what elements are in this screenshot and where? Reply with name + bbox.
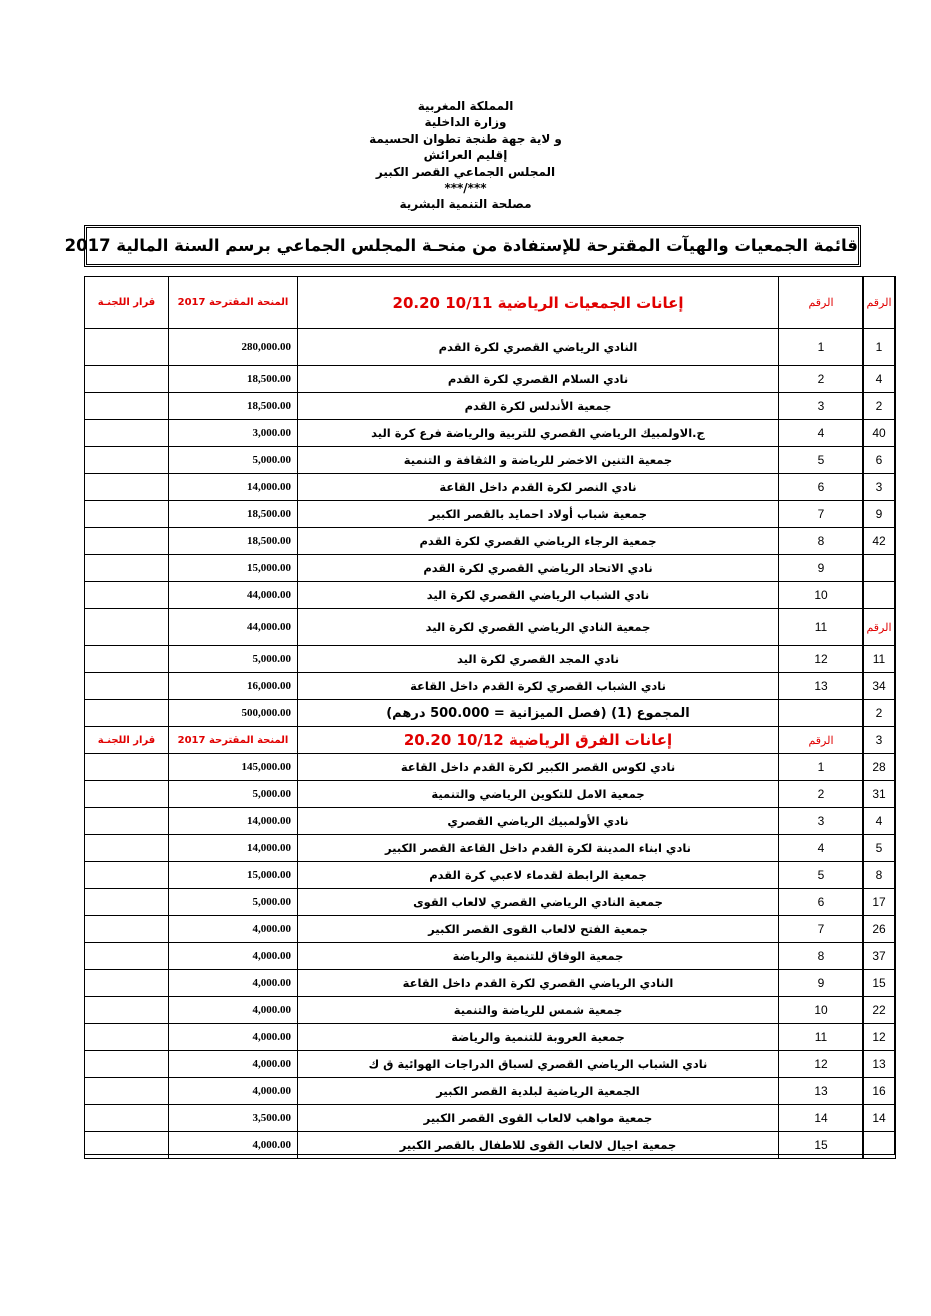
amount-cell: 5,000.00 (169, 781, 298, 808)
side-number: 17 (863, 889, 896, 916)
row-number: 14 (779, 1105, 864, 1132)
decision-cell (85, 1105, 169, 1132)
row-number: 6 (779, 474, 864, 501)
amount-cell: 5,000.00 (169, 646, 298, 673)
amount-cell: 16,000.00 (169, 673, 298, 700)
side-row (863, 609, 896, 646)
side-row (863, 727, 896, 754)
number-column-header: الرقم (779, 277, 864, 329)
association-name: نادي الشباب القصري لكرة القدم داخل القاعة (298, 673, 779, 700)
decision-cell (85, 808, 169, 835)
decision-column-header: قرار اللجنـة (85, 727, 169, 754)
table-row (85, 943, 864, 970)
side-number: 4 (863, 808, 896, 835)
row-number (779, 700, 864, 727)
table-row (85, 862, 864, 889)
side-number: 34 (863, 673, 896, 700)
table-row (85, 916, 864, 943)
side-row (863, 1105, 896, 1132)
total-label: المجموع (1) (فصل الميزانية = 500.000 درهم) (298, 700, 779, 727)
amount-column-header: المنحة المقترحة 2017 (169, 727, 298, 754)
association-name: جمعية شباب أولاد احمايد بالقصر الكبير (298, 501, 779, 528)
table-row (85, 1024, 864, 1051)
side-row (863, 889, 896, 916)
table-row (85, 673, 864, 700)
side-row (863, 1051, 896, 1078)
row-number: 11 (779, 1024, 864, 1051)
association-name: جمعية النادي الرياضي القصري لكرة اليد (298, 609, 779, 646)
amount-cell: 4,000.00 (169, 970, 298, 997)
association-name: نادي الشباب الرياضي القصري لكرة اليد (298, 582, 779, 609)
side-number: الرقم (863, 609, 896, 646)
side-number-body (863, 277, 896, 1159)
side-row (863, 1132, 896, 1159)
side-number: 9 (863, 501, 896, 528)
amount-column-header: المنحة المقترحة 2017 (169, 277, 298, 329)
association-name: جمعية الأندلس لكرة القدم (298, 393, 779, 420)
table-row (85, 835, 864, 862)
side-row (863, 528, 896, 555)
header-line-ministry: وزارة الداخلية (424, 115, 507, 130)
row-number: 7 (779, 916, 864, 943)
side-number: 16 (863, 1078, 896, 1105)
side-number: 6 (863, 447, 896, 474)
table-row (85, 781, 864, 808)
header-line-separator: ***/*** (444, 181, 487, 196)
row-number: 12 (779, 1051, 864, 1078)
table-row (85, 329, 864, 366)
association-name: نادي السلام القصري لكرة القدم (298, 366, 779, 393)
association-name: الجمعية الرياضية لبلدية القصر الكبير (298, 1078, 779, 1105)
side-row (863, 997, 896, 1024)
row-number: 6 (779, 889, 864, 916)
document-header (300, 98, 631, 213)
row-number: 8 (779, 528, 864, 555)
amount-cell: 14,000.00 (169, 808, 298, 835)
table-row (85, 1105, 864, 1132)
grants-table (84, 276, 864, 1159)
amount-cell: 18,500.00 (169, 501, 298, 528)
association-name: نادي لكوس القصر الكبير لكرة القدم داخل القاعة (298, 754, 779, 781)
row-number: 1 (779, 754, 864, 781)
row-number: 5 (779, 862, 864, 889)
header-line-region: و لاية جهة طنجة تطوان الحسيمة (369, 131, 562, 146)
amount-cell: 4,000.00 (169, 1078, 298, 1105)
side-row (863, 582, 896, 609)
amount-cell: 3,500.00 (169, 1105, 298, 1132)
table-row (85, 528, 864, 555)
header-line-kingdom: المملكة المغربية (417, 99, 514, 113)
table-row (85, 366, 864, 393)
amount-cell: 15,000.00 (169, 862, 298, 889)
side-number: 37 (863, 943, 896, 970)
side-number: 2 (863, 393, 896, 420)
side-row (863, 1078, 896, 1105)
side-header-row (863, 277, 896, 329)
side-number: 42 (863, 528, 896, 555)
section1-total-row (85, 700, 864, 727)
side-number: 3 (863, 474, 896, 501)
header-line-department: مصلحة التنمية البشرية (399, 197, 532, 212)
decision-cell (85, 646, 169, 673)
section1-title: إعانات الجمعيات الرياضية 10/11 20.20 (298, 277, 779, 329)
amount-cell: 4,000.00 (169, 1132, 298, 1159)
side-number (863, 1132, 896, 1159)
table-row (85, 582, 864, 609)
side-row (863, 447, 896, 474)
association-name: نادي الشباب الرياضي القصري لسباق الدراجات الهوائية ق ك (298, 1051, 779, 1078)
side-column-header: الرقم (863, 277, 896, 329)
association-name: جمعية العروبة للتنمية والرياضة (298, 1024, 779, 1051)
decision-cell (85, 366, 169, 393)
title-box (64, 225, 861, 267)
row-number: 12 (779, 646, 864, 673)
side-row (863, 916, 896, 943)
amount-cell: 4,000.00 (169, 916, 298, 943)
row-number: 3 (779, 393, 864, 420)
side-row (863, 835, 896, 862)
row-number: 2 (779, 366, 864, 393)
section2-header-row (85, 727, 864, 754)
row-number: 10 (779, 582, 864, 609)
association-name: النادي الرياضي القصري لكرة القدم داخل القاعة (298, 970, 779, 997)
grants-table-body (85, 277, 864, 1159)
amount-cell: 145,000.00 (169, 754, 298, 781)
header-line-province: إقليم العرائش (423, 148, 508, 163)
association-name: نادي النصر لكرة القدم داخل القاعة (298, 474, 779, 501)
table-row (85, 501, 864, 528)
row-number: 3 (779, 808, 864, 835)
amount-cell: 3,000.00 (169, 420, 298, 447)
number-column-header: الرقم (779, 727, 864, 754)
side-row (863, 673, 896, 700)
side-number: 1 (863, 329, 896, 366)
amount-cell: 44,000.00 (169, 582, 298, 609)
side-number: 11 (863, 646, 896, 673)
amount-cell: 4,000.00 (169, 1051, 298, 1078)
row-number: 9 (779, 555, 864, 582)
row-number: 8 (779, 943, 864, 970)
association-name: النادي الرياضي القصري لكرة القدم (298, 329, 779, 366)
association-name: جمعية التنين الاخضر للرياضة و الثقافة و التنمية (298, 447, 779, 474)
association-name: جمعية مواهب لالعاب القوى القصر الكبير (298, 1105, 779, 1132)
side-row (863, 474, 896, 501)
row-number: 4 (779, 420, 864, 447)
decision-cell (85, 970, 169, 997)
amount-cell: 18,500.00 (169, 366, 298, 393)
decision-cell (85, 447, 169, 474)
side-number: 15 (863, 970, 896, 997)
table-row (85, 474, 864, 501)
decision-cell (85, 582, 169, 609)
side-row (863, 1024, 896, 1051)
side-row (863, 646, 896, 673)
decision-cell (85, 889, 169, 916)
side-row (863, 420, 896, 447)
association-name: نادي الاتحاد الرياضي القصري لكرة القدم (298, 555, 779, 582)
side-number: 4 (863, 366, 896, 393)
decision-cell (85, 528, 169, 555)
association-name: جمعية الرجاء الرياضي القصري لكرة القدم (298, 528, 779, 555)
table-row (85, 808, 864, 835)
table-row (85, 889, 864, 916)
side-number: 2 (863, 700, 896, 727)
decision-cell (85, 555, 169, 582)
section2-title: إعانات الفرق الرياضية 10/12 20.20 (298, 727, 779, 754)
side-row (863, 501, 896, 528)
side-row (863, 808, 896, 835)
table-row (85, 1078, 864, 1105)
side-number: 26 (863, 916, 896, 943)
side-number: 12 (863, 1024, 896, 1051)
amount-cell: 4,000.00 (169, 943, 298, 970)
header-line-council: المجلس الجماعي القصر الكبير (375, 164, 556, 179)
side-row (863, 366, 896, 393)
decision-cell (85, 835, 169, 862)
association-name: جمعية الفتح لالعاب القوى القصر الكبير (298, 916, 779, 943)
association-name: جمعية الامل للتكوين الرياضي والتنمية (298, 781, 779, 808)
decision-cell (85, 916, 169, 943)
association-name: جمعية النادي الرياضي القصري لالعاب القوى (298, 889, 779, 916)
association-name: جمعية الوفاق للتنمية والرياضة (298, 943, 779, 970)
decision-cell (85, 754, 169, 781)
side-number-column (862, 276, 896, 1159)
side-row (863, 754, 896, 781)
row-number: 9 (779, 970, 864, 997)
decision-cell (85, 1078, 169, 1105)
side-number: 14 (863, 1105, 896, 1132)
amount-cell: 44,000.00 (169, 609, 298, 646)
amount-cell: 4,000.00 (169, 997, 298, 1024)
decision-cell (85, 943, 169, 970)
decision-cell (85, 501, 169, 528)
side-row (863, 781, 896, 808)
side-number: 22 (863, 997, 896, 1024)
decision-cell (85, 673, 169, 700)
side-number: 31 (863, 781, 896, 808)
amount-cell: 5,000.00 (169, 447, 298, 474)
side-number: 8 (863, 862, 896, 889)
association-name: نادي الأولمبيك الرياضي القصري (298, 808, 779, 835)
table-row (85, 1051, 864, 1078)
table-row (85, 997, 864, 1024)
amount-cell: 14,000.00 (169, 835, 298, 862)
side-row (863, 555, 896, 582)
decision-cell (85, 393, 169, 420)
table-row (85, 447, 864, 474)
association-name: جمعية شمس للرياضة والتنمية (298, 997, 779, 1024)
decision-cell (85, 420, 169, 447)
row-number: 13 (779, 673, 864, 700)
table-row (85, 420, 864, 447)
side-row (863, 700, 896, 727)
table-row (85, 1132, 864, 1159)
table-row (85, 754, 864, 781)
table-row (85, 393, 864, 420)
side-number: 40 (863, 420, 896, 447)
side-number (863, 555, 896, 582)
table-row (85, 555, 864, 582)
amount-cell: 15,000.00 (169, 555, 298, 582)
decision-cell (85, 700, 169, 727)
side-row (863, 329, 896, 366)
row-number: 10 (779, 997, 864, 1024)
table-row (85, 970, 864, 997)
decision-cell (85, 781, 169, 808)
row-number: 13 (779, 1078, 864, 1105)
side-row (863, 943, 896, 970)
side-number: 13 (863, 1051, 896, 1078)
amount-cell: 4,000.00 (169, 1024, 298, 1051)
decision-cell (85, 1024, 169, 1051)
row-number: 1 (779, 329, 864, 366)
row-number: 5 (779, 447, 864, 474)
row-number: 4 (779, 835, 864, 862)
decision-cell (85, 329, 169, 366)
decision-cell (85, 862, 169, 889)
amount-cell: 5,000.00 (169, 889, 298, 916)
total-amount: 500,000.00 (169, 700, 298, 727)
association-name: جمعية الرابطة لقدماء لاعبي كرة القدم (298, 862, 779, 889)
side-row (863, 393, 896, 420)
side-row (863, 862, 896, 889)
table-row (85, 646, 864, 673)
decision-cell (85, 474, 169, 501)
amount-cell: 14,000.00 (169, 474, 298, 501)
side-row (863, 970, 896, 997)
side-number: 3 (863, 727, 896, 754)
section1-header-row (85, 277, 864, 329)
association-name: جمعية اجيال لالعاب القوى للاطفال بالقصر الكبير (298, 1132, 779, 1159)
amount-cell: 280,000.00 (169, 329, 298, 366)
decision-column-header: قرار اللجنـة (85, 277, 169, 329)
decision-cell (85, 609, 169, 646)
row-number: 11 (779, 609, 864, 646)
association-name: ج.الاولمبيك الرياضي القصري للتربية والرياضة فرع كرة اليد (298, 420, 779, 447)
decision-cell (85, 1132, 169, 1159)
side-number (863, 582, 896, 609)
side-number: 28 (863, 754, 896, 781)
row-number: 15 (779, 1132, 864, 1159)
table-row (85, 609, 864, 646)
side-number: 5 (863, 835, 896, 862)
association-name: نادي المجد القصري لكرة اليد (298, 646, 779, 673)
association-name: نادي ابناء المدينة لكرة القدم داخل القاعة القصر الكبير (298, 835, 779, 862)
document-title: قائمة الجمعيات والهيآت المقترحة للإستفادة من منحـة المجلس الجماعي برسم السنة المالية 2017 (64, 236, 858, 255)
decision-cell (85, 997, 169, 1024)
decision-cell (85, 1051, 169, 1078)
amount-cell: 18,500.00 (169, 393, 298, 420)
amount-cell: 18,500.00 (169, 528, 298, 555)
row-number: 7 (779, 501, 864, 528)
row-number: 2 (779, 781, 864, 808)
